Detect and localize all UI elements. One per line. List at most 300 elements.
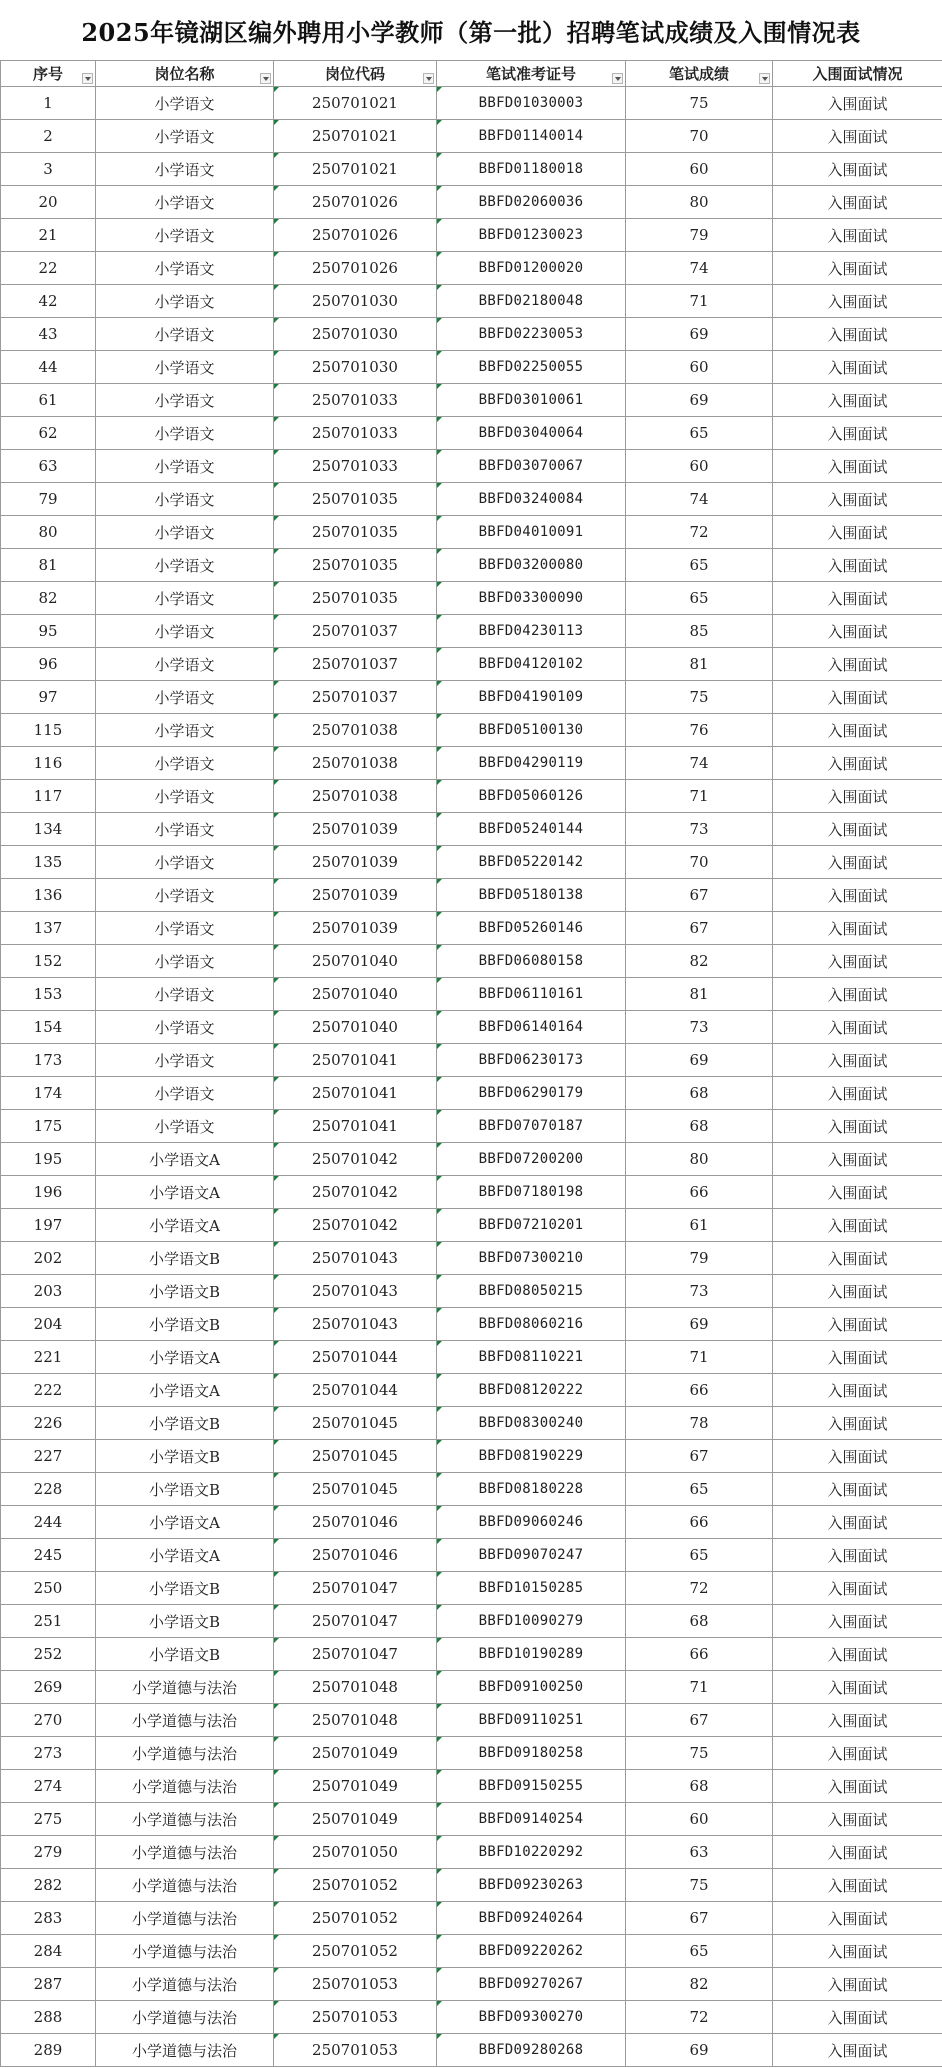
cell-position-name[interactable] — [96, 1077, 274, 1110]
cell-interview-status[interactable] — [773, 1506, 942, 1539]
cell-score[interactable] — [626, 681, 773, 714]
cell-position-code[interactable] — [274, 1275, 437, 1308]
cell-seq[interactable] — [1, 1209, 96, 1242]
cell-seq[interactable] — [1, 549, 96, 582]
cell-exam-id[interactable] — [437, 582, 626, 615]
cell-score[interactable] — [626, 1242, 773, 1275]
cell-score[interactable] — [626, 1011, 773, 1044]
cell-score[interactable] — [626, 1275, 773, 1308]
cell-interview-status[interactable] — [773, 1341, 942, 1374]
cell-exam-id[interactable] — [437, 912, 626, 945]
cell-position-code[interactable] — [274, 879, 437, 912]
cell-score[interactable] — [626, 648, 773, 681]
cell-seq[interactable] — [1, 1308, 96, 1341]
cell-position-name[interactable] — [96, 1275, 274, 1308]
cell-position-code[interactable] — [274, 186, 437, 219]
cell-seq[interactable] — [1, 1704, 96, 1737]
cell-position-name[interactable] — [96, 780, 274, 813]
cell-score[interactable] — [626, 1671, 773, 1704]
cell-position-name[interactable] — [96, 1539, 274, 1572]
cell-position-name[interactable] — [96, 1374, 274, 1407]
cell-seq[interactable] — [1, 1044, 96, 1077]
cell-position-code[interactable] — [274, 219, 437, 252]
cell-seq[interactable] — [1, 846, 96, 879]
cell-position-name[interactable] — [96, 1704, 274, 1737]
cell-exam-id[interactable] — [437, 813, 626, 846]
cell-score[interactable] — [626, 1935, 773, 1968]
cell-score[interactable] — [626, 285, 773, 318]
cell-interview-status[interactable] — [773, 1803, 942, 1836]
cell-score[interactable] — [626, 1539, 773, 1572]
cell-position-name[interactable] — [96, 516, 274, 549]
cell-position-name[interactable] — [96, 384, 274, 417]
cell-exam-id[interactable] — [437, 978, 626, 1011]
cell-seq[interactable] — [1, 1506, 96, 1539]
cell-seq[interactable] — [1, 1605, 96, 1638]
cell-exam-id[interactable] — [437, 1275, 626, 1308]
cell-score[interactable] — [626, 1341, 773, 1374]
cell-score[interactable] — [626, 417, 773, 450]
cell-interview-status[interactable] — [773, 219, 942, 252]
cell-interview-status[interactable] — [773, 516, 942, 549]
cell-exam-id[interactable] — [437, 1803, 626, 1836]
cell-score[interactable] — [626, 780, 773, 813]
cell-seq[interactable] — [1, 1341, 96, 1374]
cell-exam-id[interactable] — [437, 1077, 626, 1110]
cell-exam-id[interactable] — [437, 846, 626, 879]
cell-exam-id[interactable] — [437, 681, 626, 714]
cell-position-name[interactable] — [96, 1407, 274, 1440]
cell-position-code[interactable] — [274, 615, 437, 648]
cell-seq[interactable] — [1, 1539, 96, 1572]
cell-position-code[interactable] — [274, 384, 437, 417]
cell-seq[interactable] — [1, 417, 96, 450]
cell-interview-status[interactable] — [773, 1044, 942, 1077]
cell-exam-id[interactable] — [437, 87, 626, 120]
cell-score[interactable] — [626, 1803, 773, 1836]
cell-score[interactable] — [626, 1209, 773, 1242]
cell-position-name[interactable] — [96, 945, 274, 978]
cell-position-code[interactable] — [274, 1770, 437, 1803]
cell-seq[interactable] — [1, 1737, 96, 1770]
cell-score[interactable] — [626, 912, 773, 945]
cell-position-code[interactable] — [274, 1440, 437, 1473]
cell-seq[interactable] — [1, 450, 96, 483]
cell-position-code[interactable] — [274, 1044, 437, 1077]
cell-position-name[interactable] — [96, 1770, 274, 1803]
cell-interview-status[interactable] — [773, 813, 942, 846]
cell-seq[interactable] — [1, 1407, 96, 1440]
cell-score[interactable] — [626, 1407, 773, 1440]
cell-seq[interactable] — [1, 681, 96, 714]
cell-exam-id[interactable] — [437, 120, 626, 153]
cell-exam-id[interactable] — [437, 1110, 626, 1143]
cell-seq[interactable] — [1, 747, 96, 780]
cell-exam-id[interactable] — [437, 285, 626, 318]
filter-dropdown-icon[interactable] — [759, 73, 770, 84]
cell-score[interactable] — [626, 945, 773, 978]
cell-score[interactable] — [626, 252, 773, 285]
cell-exam-id[interactable] — [437, 714, 626, 747]
cell-seq[interactable] — [1, 483, 96, 516]
cell-position-name[interactable] — [96, 1737, 274, 1770]
cell-seq[interactable] — [1, 1935, 96, 1968]
cell-interview-status[interactable] — [773, 912, 942, 945]
cell-exam-id[interactable] — [437, 1539, 626, 1572]
cell-seq[interactable] — [1, 1902, 96, 1935]
cell-position-code[interactable] — [274, 1110, 437, 1143]
cell-seq[interactable] — [1, 714, 96, 747]
cell-seq[interactable] — [1, 780, 96, 813]
cell-position-code[interactable] — [274, 1572, 437, 1605]
cell-score[interactable] — [626, 1044, 773, 1077]
cell-position-code[interactable] — [274, 153, 437, 186]
cell-exam-id[interactable] — [437, 945, 626, 978]
cell-interview-status[interactable] — [773, 615, 942, 648]
cell-position-code[interactable] — [274, 1803, 437, 1836]
cell-position-code[interactable] — [274, 1473, 437, 1506]
cell-position-name[interactable] — [96, 1605, 274, 1638]
cell-position-name[interactable] — [96, 648, 274, 681]
cell-exam-id[interactable] — [437, 1737, 626, 1770]
cell-exam-id[interactable] — [437, 483, 626, 516]
cell-interview-status[interactable] — [773, 483, 942, 516]
cell-position-name[interactable] — [96, 1209, 274, 1242]
cell-seq[interactable] — [1, 1671, 96, 1704]
cell-seq[interactable] — [1, 2034, 96, 2067]
cell-score[interactable] — [626, 1836, 773, 1869]
cell-interview-status[interactable] — [773, 582, 942, 615]
cell-position-name[interactable] — [96, 747, 274, 780]
cell-interview-status[interactable] — [773, 1737, 942, 1770]
cell-exam-id[interactable] — [437, 1440, 626, 1473]
cell-exam-id[interactable] — [437, 1011, 626, 1044]
cell-position-name[interactable] — [96, 285, 274, 318]
cell-position-name[interactable] — [96, 846, 274, 879]
cell-score[interactable] — [626, 1176, 773, 1209]
cell-score[interactable] — [626, 1440, 773, 1473]
cell-seq[interactable] — [1, 648, 96, 681]
cell-score[interactable] — [626, 186, 773, 219]
cell-seq[interactable] — [1, 219, 96, 252]
cell-position-code[interactable] — [274, 351, 437, 384]
cell-position-code[interactable] — [274, 747, 437, 780]
cell-exam-id[interactable] — [437, 318, 626, 351]
cell-exam-id[interactable] — [437, 1407, 626, 1440]
cell-interview-status[interactable] — [773, 2001, 942, 2034]
cell-score[interactable] — [626, 351, 773, 384]
cell-score[interactable] — [626, 1143, 773, 1176]
cell-seq[interactable] — [1, 516, 96, 549]
cell-position-code[interactable] — [274, 846, 437, 879]
cell-position-name[interactable] — [96, 1341, 274, 1374]
cell-score[interactable] — [626, 615, 773, 648]
cell-seq[interactable] — [1, 2001, 96, 2034]
cell-interview-status[interactable] — [773, 879, 942, 912]
cell-position-code[interactable] — [274, 780, 437, 813]
cell-position-name[interactable] — [96, 1968, 274, 2001]
cell-exam-id[interactable] — [437, 1638, 626, 1671]
cell-seq[interactable] — [1, 1770, 96, 1803]
cell-exam-id[interactable] — [437, 384, 626, 417]
cell-exam-id[interactable] — [437, 615, 626, 648]
cell-seq[interactable] — [1, 1440, 96, 1473]
cell-position-code[interactable] — [274, 978, 437, 1011]
cell-interview-status[interactable] — [773, 153, 942, 186]
cell-position-code[interactable] — [274, 1143, 437, 1176]
cell-interview-status[interactable] — [773, 1242, 942, 1275]
cell-exam-id[interactable] — [437, 1143, 626, 1176]
cell-seq[interactable] — [1, 384, 96, 417]
cell-score[interactable] — [626, 714, 773, 747]
cell-exam-id[interactable] — [437, 648, 626, 681]
cell-position-code[interactable] — [274, 549, 437, 582]
cell-position-code[interactable] — [274, 714, 437, 747]
cell-interview-status[interactable] — [773, 1143, 942, 1176]
cell-exam-id[interactable] — [437, 1836, 626, 1869]
cell-score[interactable] — [626, 1704, 773, 1737]
filter-dropdown-icon[interactable] — [612, 73, 623, 84]
cell-position-name[interactable] — [96, 1902, 274, 1935]
cell-exam-id[interactable] — [437, 516, 626, 549]
cell-position-code[interactable] — [274, 1407, 437, 1440]
cell-interview-status[interactable] — [773, 846, 942, 879]
cell-score[interactable] — [626, 1077, 773, 1110]
cell-seq[interactable] — [1, 1275, 96, 1308]
cell-position-name[interactable] — [96, 813, 274, 846]
cell-position-code[interactable] — [274, 2001, 437, 2034]
cell-position-name[interactable] — [96, 1176, 274, 1209]
cell-position-name[interactable] — [96, 2034, 274, 2067]
cell-position-name[interactable] — [96, 1110, 274, 1143]
cell-exam-id[interactable] — [437, 1242, 626, 1275]
cell-position-code[interactable] — [274, 1968, 437, 2001]
cell-seq[interactable] — [1, 1242, 96, 1275]
cell-interview-status[interactable] — [773, 318, 942, 351]
cell-position-code[interactable] — [274, 1539, 437, 1572]
cell-position-name[interactable] — [96, 483, 274, 516]
cell-score[interactable] — [626, 516, 773, 549]
cell-exam-id[interactable] — [437, 2001, 626, 2034]
cell-position-name[interactable] — [96, 714, 274, 747]
cell-exam-id[interactable] — [437, 780, 626, 813]
cell-exam-id[interactable] — [437, 351, 626, 384]
cell-seq[interactable] — [1, 945, 96, 978]
cell-interview-status[interactable] — [773, 1209, 942, 1242]
cell-position-code[interactable] — [274, 417, 437, 450]
cell-score[interactable] — [626, 384, 773, 417]
cell-score[interactable] — [626, 120, 773, 153]
cell-score[interactable] — [626, 978, 773, 1011]
cell-position-code[interactable] — [274, 1341, 437, 1374]
cell-exam-id[interactable] — [437, 1374, 626, 1407]
cell-position-name[interactable] — [96, 912, 274, 945]
cell-score[interactable] — [626, 1374, 773, 1407]
cell-position-code[interactable] — [274, 1737, 437, 1770]
cell-position-name[interactable] — [96, 615, 274, 648]
cell-seq[interactable] — [1, 1803, 96, 1836]
cell-position-name[interactable] — [96, 1836, 274, 1869]
cell-position-code[interactable] — [274, 252, 437, 285]
cell-exam-id[interactable] — [437, 186, 626, 219]
cell-score[interactable] — [626, 2001, 773, 2034]
cell-position-name[interactable] — [96, 978, 274, 1011]
cell-position-code[interactable] — [274, 483, 437, 516]
cell-exam-id[interactable] — [437, 1704, 626, 1737]
cell-score[interactable] — [626, 1737, 773, 1770]
cell-score[interactable] — [626, 153, 773, 186]
cell-position-code[interactable] — [274, 681, 437, 714]
cell-seq[interactable] — [1, 1110, 96, 1143]
cell-exam-id[interactable] — [437, 879, 626, 912]
cell-interview-status[interactable] — [773, 648, 942, 681]
cell-interview-status[interactable] — [773, 714, 942, 747]
cell-position-name[interactable] — [96, 417, 274, 450]
cell-exam-id[interactable] — [437, 1176, 626, 1209]
cell-seq[interactable] — [1, 1374, 96, 1407]
cell-seq[interactable] — [1, 1968, 96, 2001]
cell-score[interactable] — [626, 1902, 773, 1935]
cell-seq[interactable] — [1, 1836, 96, 1869]
cell-interview-status[interactable] — [773, 780, 942, 813]
cell-interview-status[interactable] — [773, 351, 942, 384]
cell-position-name[interactable] — [96, 1242, 274, 1275]
cell-score[interactable] — [626, 219, 773, 252]
cell-interview-status[interactable] — [773, 1572, 942, 1605]
cell-interview-status[interactable] — [773, 1473, 942, 1506]
cell-exam-id[interactable] — [437, 1473, 626, 1506]
cell-interview-status[interactable] — [773, 1770, 942, 1803]
cell-seq[interactable] — [1, 87, 96, 120]
cell-score[interactable] — [626, 846, 773, 879]
cell-interview-status[interactable] — [773, 120, 942, 153]
cell-interview-status[interactable] — [773, 384, 942, 417]
cell-score[interactable] — [626, 1770, 773, 1803]
cell-seq[interactable] — [1, 912, 96, 945]
cell-score[interactable] — [626, 483, 773, 516]
cell-position-code[interactable] — [274, 1242, 437, 1275]
cell-position-code[interactable] — [274, 1011, 437, 1044]
cell-interview-status[interactable] — [773, 978, 942, 1011]
cell-score[interactable] — [626, 1605, 773, 1638]
cell-position-code[interactable] — [274, 813, 437, 846]
cell-position-name[interactable] — [96, 450, 274, 483]
cell-interview-status[interactable] — [773, 747, 942, 780]
cell-position-code[interactable] — [274, 318, 437, 351]
cell-interview-status[interactable] — [773, 1638, 942, 1671]
cell-seq[interactable] — [1, 978, 96, 1011]
cell-position-name[interactable] — [96, 120, 274, 153]
cell-seq[interactable] — [1, 285, 96, 318]
cell-seq[interactable] — [1, 1473, 96, 1506]
cell-position-name[interactable] — [96, 351, 274, 384]
cell-score[interactable] — [626, 747, 773, 780]
cell-interview-status[interactable] — [773, 945, 942, 978]
cell-exam-id[interactable] — [437, 1572, 626, 1605]
cell-seq[interactable] — [1, 1011, 96, 1044]
cell-position-code[interactable] — [274, 1605, 437, 1638]
cell-score[interactable] — [626, 879, 773, 912]
cell-exam-id[interactable] — [437, 153, 626, 186]
cell-seq[interactable] — [1, 1077, 96, 1110]
cell-position-name[interactable] — [96, 87, 274, 120]
cell-position-code[interactable] — [274, 582, 437, 615]
cell-position-code[interactable] — [274, 1209, 437, 1242]
cell-interview-status[interactable] — [773, 1077, 942, 1110]
cell-score[interactable] — [626, 1308, 773, 1341]
cell-exam-id[interactable] — [437, 1869, 626, 1902]
cell-position-code[interactable] — [274, 1077, 437, 1110]
cell-interview-status[interactable] — [773, 1407, 942, 1440]
cell-position-code[interactable] — [274, 1671, 437, 1704]
cell-exam-id[interactable] — [437, 1770, 626, 1803]
cell-position-code[interactable] — [274, 285, 437, 318]
cell-interview-status[interactable] — [773, 1902, 942, 1935]
cell-interview-status[interactable] — [773, 1275, 942, 1308]
cell-score[interactable] — [626, 1869, 773, 1902]
cell-interview-status[interactable] — [773, 87, 942, 120]
cell-interview-status[interactable] — [773, 1968, 942, 2001]
cell-seq[interactable] — [1, 1176, 96, 1209]
cell-seq[interactable] — [1, 1572, 96, 1605]
cell-score[interactable] — [626, 2034, 773, 2067]
cell-position-name[interactable] — [96, 153, 274, 186]
cell-exam-id[interactable] — [437, 1209, 626, 1242]
cell-seq[interactable] — [1, 120, 96, 153]
cell-score[interactable] — [626, 1638, 773, 1671]
cell-seq[interactable] — [1, 1638, 96, 1671]
cell-score[interactable] — [626, 1968, 773, 2001]
cell-position-name[interactable] — [96, 1143, 274, 1176]
cell-position-code[interactable] — [274, 1374, 437, 1407]
cell-position-name[interactable] — [96, 582, 274, 615]
cell-interview-status[interactable] — [773, 186, 942, 219]
cell-seq[interactable] — [1, 582, 96, 615]
cell-exam-id[interactable] — [437, 252, 626, 285]
cell-interview-status[interactable] — [773, 681, 942, 714]
cell-position-code[interactable] — [274, 450, 437, 483]
cell-interview-status[interactable] — [773, 1539, 942, 1572]
cell-interview-status[interactable] — [773, 285, 942, 318]
cell-position-code[interactable] — [274, 1935, 437, 1968]
cell-interview-status[interactable] — [773, 1440, 942, 1473]
cell-interview-status[interactable] — [773, 417, 942, 450]
cell-score[interactable] — [626, 549, 773, 582]
cell-seq[interactable] — [1, 615, 96, 648]
cell-seq[interactable] — [1, 153, 96, 186]
cell-score[interactable] — [626, 813, 773, 846]
cell-seq[interactable] — [1, 813, 96, 846]
cell-position-code[interactable] — [274, 1836, 437, 1869]
cell-interview-status[interactable] — [773, 1605, 942, 1638]
cell-position-name[interactable] — [96, 1803, 274, 1836]
cell-position-code[interactable] — [274, 1902, 437, 1935]
filter-dropdown-icon[interactable] — [82, 73, 93, 84]
cell-exam-id[interactable] — [437, 1308, 626, 1341]
cell-interview-status[interactable] — [773, 450, 942, 483]
cell-position-name[interactable] — [96, 1473, 274, 1506]
cell-position-name[interactable] — [96, 1869, 274, 1902]
cell-exam-id[interactable] — [437, 2034, 626, 2067]
cell-position-code[interactable] — [274, 1638, 437, 1671]
cell-seq[interactable] — [1, 1143, 96, 1176]
cell-interview-status[interactable] — [773, 1176, 942, 1209]
cell-position-name[interactable] — [96, 681, 274, 714]
cell-exam-id[interactable] — [437, 549, 626, 582]
cell-interview-status[interactable] — [773, 549, 942, 582]
cell-score[interactable] — [626, 318, 773, 351]
cell-interview-status[interactable] — [773, 252, 942, 285]
